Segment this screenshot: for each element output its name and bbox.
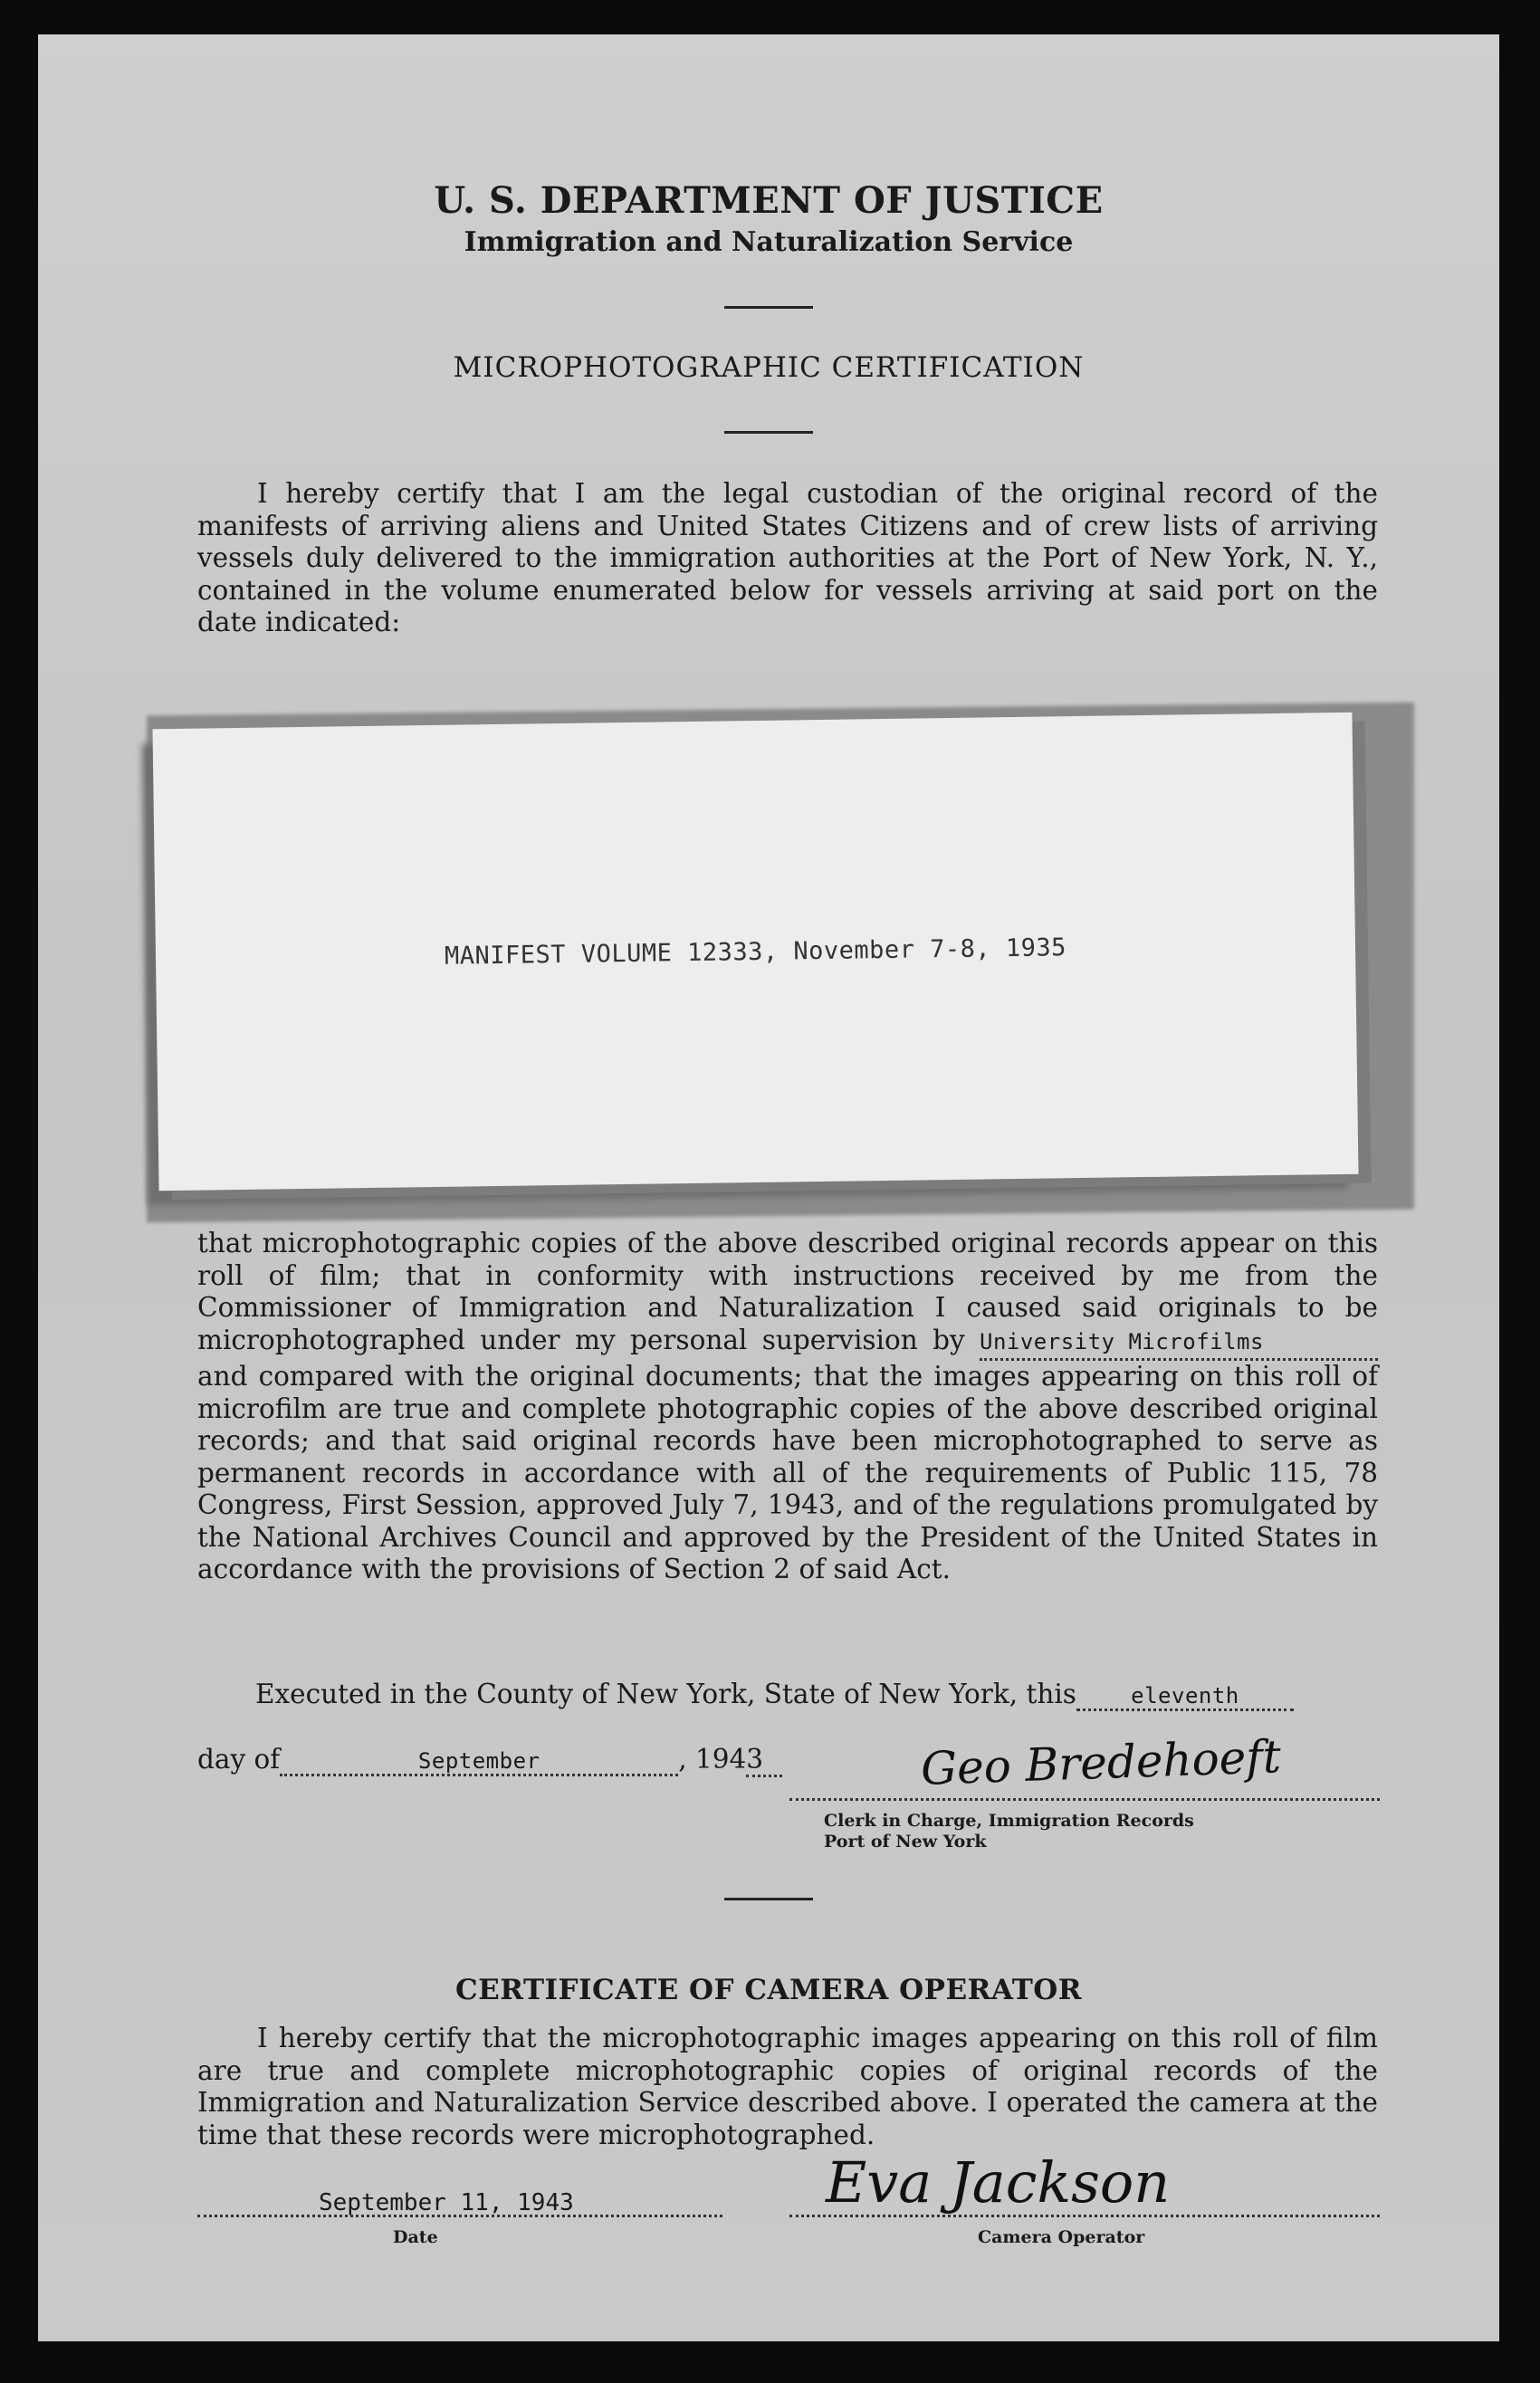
camera-operator-title: CERTIFICATE OF CAMERA OPERATOR bbox=[454, 1974, 1083, 2006]
divider bbox=[724, 1898, 813, 1900]
operator-date-value: September 11, 1943 bbox=[319, 2189, 574, 2216]
microfilm-paragraph bbox=[197, 1228, 1378, 1586]
microfilm-text-part2: and compared with the original documents; that the images appearing on this roll of microfilm are true and complete photographic copies of the above described original records; and that said original records have been microphotographed to serve as permanent records in accordance with all of the requirements of Public 115, 78 Congress, First Session, approved July 7, 1943, and of the regulations promulgated by the National Archives Council and approved by the President of the United States in accordance with the provisions of Section 2 of said Act. bbox=[197, 1361, 1378, 1584]
manifest-card bbox=[153, 713, 1359, 1191]
operator-signature: Eva Jackson bbox=[826, 2149, 1171, 2216]
day-of-label: day of bbox=[197, 1744, 281, 1775]
manifest-label: MANIFEST VOLUME 12333, November 7-8, 1935 bbox=[444, 933, 1067, 971]
year-value: 3 bbox=[746, 1744, 782, 1777]
microfilm-text-part1: that microphotographic copies of the above described original records appear on this roll of film; that in conformity with instructions received by me from the Commissioner of Immigration and Naturalization I caused said originals to be microphotographed under my personal supervision by bbox=[197, 1228, 1378, 1355]
date-label: Date bbox=[393, 2227, 438, 2247]
executed-prefix: Executed in the County of New York, State of New York, this bbox=[255, 1679, 1076, 1709]
month-value: September bbox=[280, 1748, 678, 1776]
date-line bbox=[197, 2215, 722, 2217]
divider bbox=[724, 306, 813, 309]
clerk-signature-line bbox=[789, 1798, 1380, 1801]
certificate-sheet bbox=[38, 34, 1499, 2341]
clerk-title bbox=[824, 1811, 1194, 1852]
custodian-paragraph: I hereby certify that I am the legal custodian of the original record of the manifests of arriving aliens and United States Citizens and of crew lists of arriving vessels duly delivered to the immigration authorities at the Port of New York, N. Y., contained in the volume enumerated below for vessels arriving at said port on the date indicated: bbox=[197, 478, 1378, 637]
executed-day-value: eleventh bbox=[1076, 1683, 1294, 1711]
department-heading: U. S. DEPARTMENT OF JUSTICE bbox=[434, 179, 1104, 222]
year-prefix: 194 bbox=[694, 1744, 747, 1775]
operator-signature-line bbox=[789, 2215, 1380, 2217]
operator-label: Camera Operator bbox=[978, 2227, 1145, 2247]
executed-line bbox=[255, 1679, 1294, 1711]
certification-title: MICROPHOTOGRAPHIC CERTIFICATION bbox=[453, 351, 1085, 384]
day-of-line: day of September , 1943 bbox=[197, 1744, 782, 1777]
clerk-signature: Geo Bredehoeft bbox=[920, 1730, 1282, 1795]
divider bbox=[724, 431, 813, 434]
clerk-title-line2: Port of New York bbox=[824, 1832, 987, 1852]
microfilmer-value: University Microfilms bbox=[980, 1326, 1378, 1362]
camera-operator-paragraph: I hereby certify that the microphotographic images appearing on this roll of film are true and complete microphotographic copies of original records of the Immigration and Naturalization Service described above. I operated the camera at the time that these records were microphotographed. bbox=[197, 2023, 1378, 2150]
service-subheading: Immigration and Naturalization Service bbox=[464, 226, 1074, 258]
clerk-title-line1: Clerk in Charge, Immigration Records bbox=[824, 1811, 1194, 1831]
